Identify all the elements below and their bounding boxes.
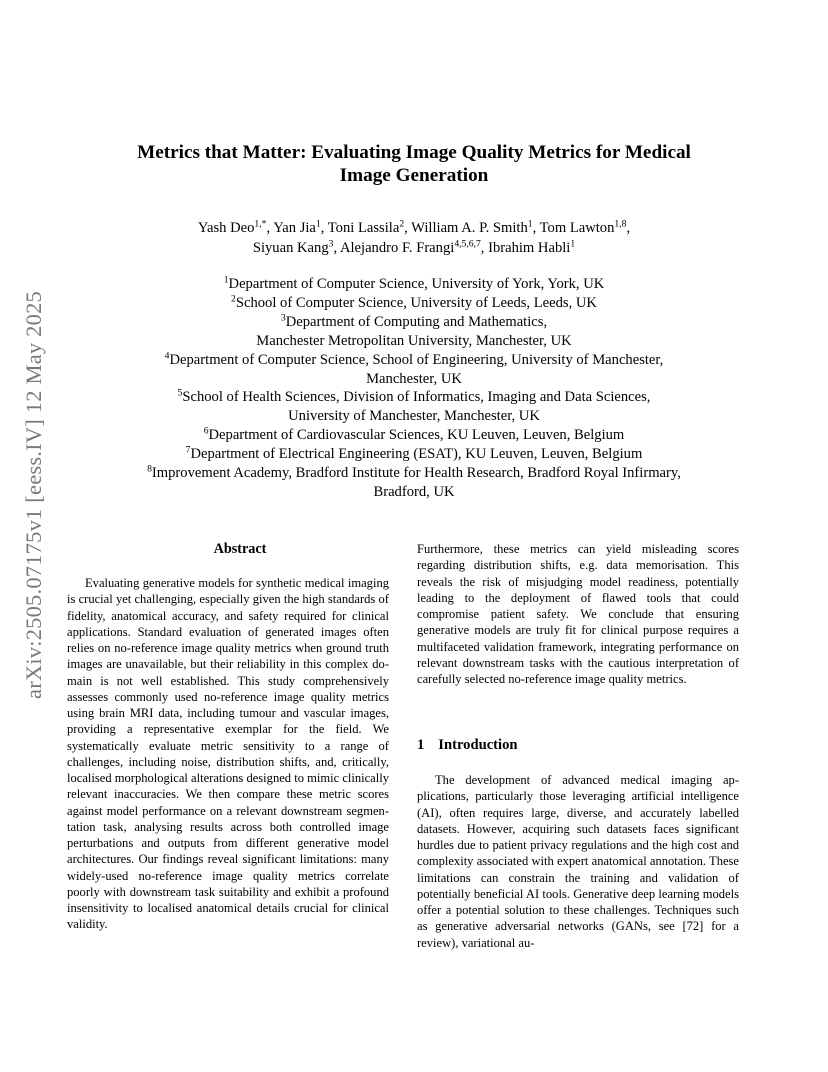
paper-title — [60, 141, 768, 187]
affiliation-line: $^7$Department of Electrical Engineering (ESAT), KU Leuven, Leuven, Belgium — [185, 444, 643, 463]
author: William A. P. Smith$^1$, — [411, 218, 540, 236]
affiliation-line: Manchester, UK — [366, 370, 462, 387]
abstract-body-left — [67, 575, 389, 933]
affiliation-line: $^5$School of Health Sciences, Division of Informatics, Imaging and Data Sciences, — [177, 388, 651, 406]
affiliation-line: $^3$Department of Computing and Mathematics, — [280, 312, 548, 330]
author: Siyuan Kang$^3$, — [252, 238, 340, 256]
affiliation-list — [60, 275, 768, 502]
affiliation-line: Bradford, UK — [373, 483, 455, 500]
section-number: 1 — [417, 737, 425, 753]
affiliation-line: $^1$Department of Computer Science, University of York, York, UK — [223, 274, 605, 292]
section-title: Introduction — [438, 737, 518, 753]
author-list — [90, 218, 738, 258]
arxiv-id-text: arXiv:2505.07175v1 [eess.IV] 12 May 2025 — [21, 291, 46, 699]
affiliation-line: $^4$Department of Computer Science, School of Engineering, University of Manchester, — [164, 350, 664, 368]
section-heading-introduction — [417, 737, 518, 754]
introduction-body — [417, 772, 739, 951]
abstract-paragraph: Evaluating generative models for synthetic medical imaging is crucial yet challenging, especially given the high standards of fidelity, anatomical accuracy, and safety required for clinical applications. Standard evaluation of generated images often relies on no-reference image quality metrics when ground truth images are unavailable, but their reliability in this complex domain is not well established. This study comprehensively assesses commonly used no-reference image quality metrics using brain MRI data, including tumour and vascular images, providing a representative exemplar for the field. We systematically evaluate metric sensitivity to a range of challenges, including noise, distribution shifts, and, critically, localised morphological alterations designed to mimic clinically relevant inaccuracies. We then compare these metric scores against model performance on a relevant downstream segmentation task, analysing results across both controlled image perturbations and outputs from different generative model architectures. Our findings reveal significant limitations: many widely-used no-reference image quality metrics correlate poorly with downstream task suitability and exhibit a profound insensitivity to localised anatomical details crucial for clinical validity. — [67, 576, 389, 932]
title-line-2: Image Generation — [339, 165, 489, 186]
affiliation-line: $^8$Improvement Academy, Bradford Institute for Health Research, Bradford Royal Infirmary, — [147, 463, 681, 482]
abstract-heading: Abstract — [213, 541, 267, 557]
introduction-paragraph: The development of advanced medical imaging applications, particularly those leveraging artificial intelligence (AI), often requires large, diverse, and accurately labelled datasets. However, acquiring such datasets faces significant hurdles due to patient privacy regulations and the high cost and complexity associated with expert anatomical annotation. These limitations can constrain the training and validation of potentially beneficial AI tools. Generative deep learning models offer a potential solution to these challenges. Techniques such as generative adversarial networks (GANs, see [72] for a review), variational au- — [417, 773, 739, 950]
affiliation-line: $^6$Department of Cardiovascular Sciences, KU Leuven, Leuven, Belgium — [203, 425, 625, 444]
author: Alejandro F. Frangi$^{4,5,6,7}$, — [339, 238, 489, 256]
arxiv-identifier — [14, 280, 54, 710]
affiliation-line: University of Manchester, Manchester, UK — [288, 408, 540, 425]
abstract-body-right — [417, 541, 739, 687]
title-line-1: Metrics that Matter: Evaluating Image Quality Metrics for Medical — [137, 142, 691, 163]
author: Toni Lassila$^2$, — [327, 218, 412, 236]
author: Tom Lawton$^{1,8}$, — [539, 218, 631, 236]
author: Yash Deo$^{1,*}$, — [197, 218, 274, 236]
affiliation-line: Manchester Metropolitan University, Manchester, UK — [256, 332, 572, 349]
author: Ibrahim Habli$^1$ — [488, 238, 576, 256]
author: Yan Jia$^1$, — [273, 218, 328, 236]
abstract-paragraph-continued: Furthermore, these metrics can yield misleading scores regarding distribution shifts, e.g. data memorisation. This reveals the risk of misjudging model readiness, potentially leading to the deployment of flawed tools that could compromise patient safety. We conclude that ensuring generative models are truly fit for clinical purpose requires a multifaceted validation framework, integrating performance on relevant downstream tasks with the cautious interpretation of carefully selected no-reference image quality metrics. — [417, 542, 739, 686]
affiliation-line: $^2$School of Computer Science, University of Leeds, Leeds, UK — [231, 293, 597, 311]
